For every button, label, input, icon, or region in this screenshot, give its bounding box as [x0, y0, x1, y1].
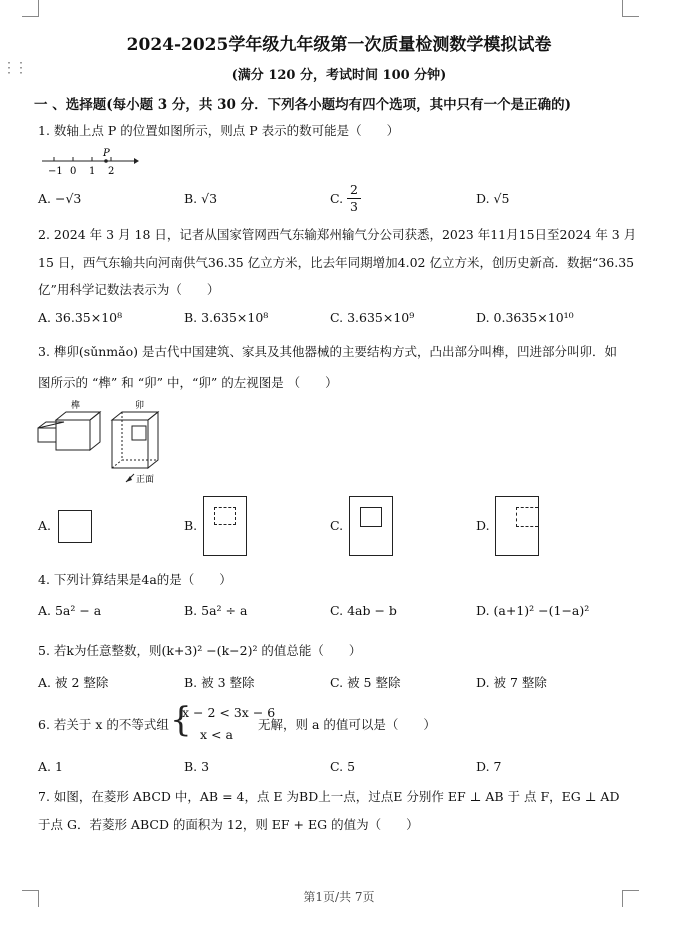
- question-7-line-2: 于点 G．若菱形 ABCD 的面积为 12，则 EF + EG 的值为（ ）: [38, 817, 419, 832]
- inequality-1: x − 2 < 3x − 6: [182, 705, 276, 720]
- q3-option-a[interactable]: A.: [38, 518, 52, 533]
- page-subtitle: (满分 120 分，考试时间 100 分钟): [231, 68, 447, 83]
- q2-option-c[interactable]: C. 3.635×10⁹: [330, 310, 415, 325]
- q6-option-a[interactable]: A. 1: [38, 759, 63, 774]
- drag-handle-icon[interactable]: ⋮⋮: [2, 60, 26, 76]
- q4-option-a[interactable]: A. 5a² − a: [38, 603, 102, 618]
- q1-option-b[interactable]: B. √3: [184, 191, 218, 206]
- question-3-line-2: 图所示的 “榫” 和 “卯” 中，“卯” 的左视图是 （ ）: [38, 375, 338, 390]
- q4-option-b[interactable]: B. 5a² ÷ a: [184, 603, 248, 618]
- q2-option-a[interactable]: A. 36.35×10⁸: [38, 310, 123, 325]
- fraction-denominator: 3: [347, 198, 361, 214]
- q4-option-d[interactable]: D. (a+1)² −(1−a)²: [476, 603, 590, 618]
- section-heading: 一 、选择题(每小题 3 分，共 30 分．下列各小题均有四个选项，其中只有一个是正确的): [34, 97, 571, 113]
- point-p-label: P: [103, 148, 110, 159]
- mortise-tenon-figure: [34, 398, 164, 488]
- inequality-2: x < a: [200, 727, 233, 742]
- q2-option-b[interactable]: B. 3.635×10⁸: [184, 310, 269, 325]
- question-6-text-start: 6. 若关于 x 的不等式组: [38, 717, 169, 732]
- question-5-text: 5. 若k为任意整数，则(k+3)² −(k−2)² 的值总能（ ）: [38, 643, 362, 658]
- q6-option-b[interactable]: B. 3: [184, 759, 210, 774]
- left-brace-icon: {: [170, 700, 192, 740]
- question-2-line-3: 亿”用科学记数法表示为（ ）: [38, 282, 220, 297]
- q4-option-c[interactable]: C. 4ab − b: [330, 603, 397, 618]
- question-7-line-1: 7. 如图，在菱形 ABCD 中，AB = 4，点 E 为BD上一点，过点E 分别作 EF ⊥ AB 于 点 F，EG ⊥ AD: [38, 789, 620, 804]
- crop-mark-top-left: [22, 0, 39, 17]
- question-6-text-end: 无解，则 a 的值可以是（ ）: [258, 717, 436, 732]
- tick-label-2: 2: [108, 166, 115, 176]
- q3-option-b-shape: [203, 496, 247, 556]
- q5-option-d[interactable]: D. 被 7 整除: [476, 675, 547, 690]
- q1-option-c[interactable]: C.: [330, 191, 344, 206]
- mortise-label: 卯: [135, 401, 145, 411]
- q2-option-d[interactable]: D. 0.3635×10¹⁰: [476, 310, 574, 325]
- question-4-text: 4. 下列计算结果是4a的是（ ）: [38, 572, 232, 587]
- tick-label-neg1: −1: [48, 166, 63, 176]
- question-1-text: 1. 数轴上点 P 的位置如图所示，则点 P 表示的数可能是（ ）: [38, 123, 400, 138]
- q5-option-a[interactable]: A. 被 2 整除: [38, 675, 109, 690]
- q3-option-d[interactable]: D.: [476, 518, 490, 533]
- number-line-figure: [40, 148, 140, 176]
- q5-option-c[interactable]: C. 被 5 整除: [330, 675, 401, 690]
- q3-option-b[interactable]: B.: [184, 518, 198, 533]
- page-title: 2024-2025学年级九年级第一次质量检测数学模拟试卷: [126, 35, 552, 55]
- q3-option-c-shape: [349, 496, 393, 556]
- crop-mark-top-right: [622, 0, 639, 17]
- q1-option-d[interactable]: D. √5: [476, 191, 510, 206]
- front-view-label: 正面: [136, 475, 155, 485]
- q6-option-d[interactable]: D. 7: [476, 759, 502, 774]
- q3-option-c[interactable]: C.: [330, 518, 344, 533]
- q5-option-b[interactable]: B. 被 3 整除: [184, 675, 255, 690]
- question-2-line-1: 2. 2024 年 3 月 18 日，记者从国家管网西气东输郑州输气分公司获悉，2023 年11月15日至2024 年 3 月: [38, 227, 637, 242]
- tick-label-0: 0: [70, 166, 77, 176]
- page-footer: 第1页/共 7页: [303, 890, 375, 904]
- question-3-line-1: 3. 榫卯(sǔnmǎo) 是古代中国建筑、家具及其他器械的主要结构方式，凸出部分叫榫，凹进部分叫卯．如: [38, 344, 617, 359]
- q6-option-c[interactable]: C. 5: [330, 759, 356, 774]
- fraction-numerator: 2: [350, 182, 358, 197]
- tick-label-1: 1: [89, 166, 96, 176]
- q1-fraction: [347, 182, 361, 214]
- q3-option-d-shape: [495, 496, 539, 556]
- q1-option-a[interactable]: A. −√3: [38, 191, 82, 206]
- question-2-line-2: 15 日，西气东输共向河南供气36.35 亿立方米，比去年同期增加4.02 亿立方米，创历史新高．数据“36.35: [38, 255, 635, 270]
- q3-option-a-shape: [58, 510, 92, 543]
- tenon-label: 榫: [71, 401, 81, 411]
